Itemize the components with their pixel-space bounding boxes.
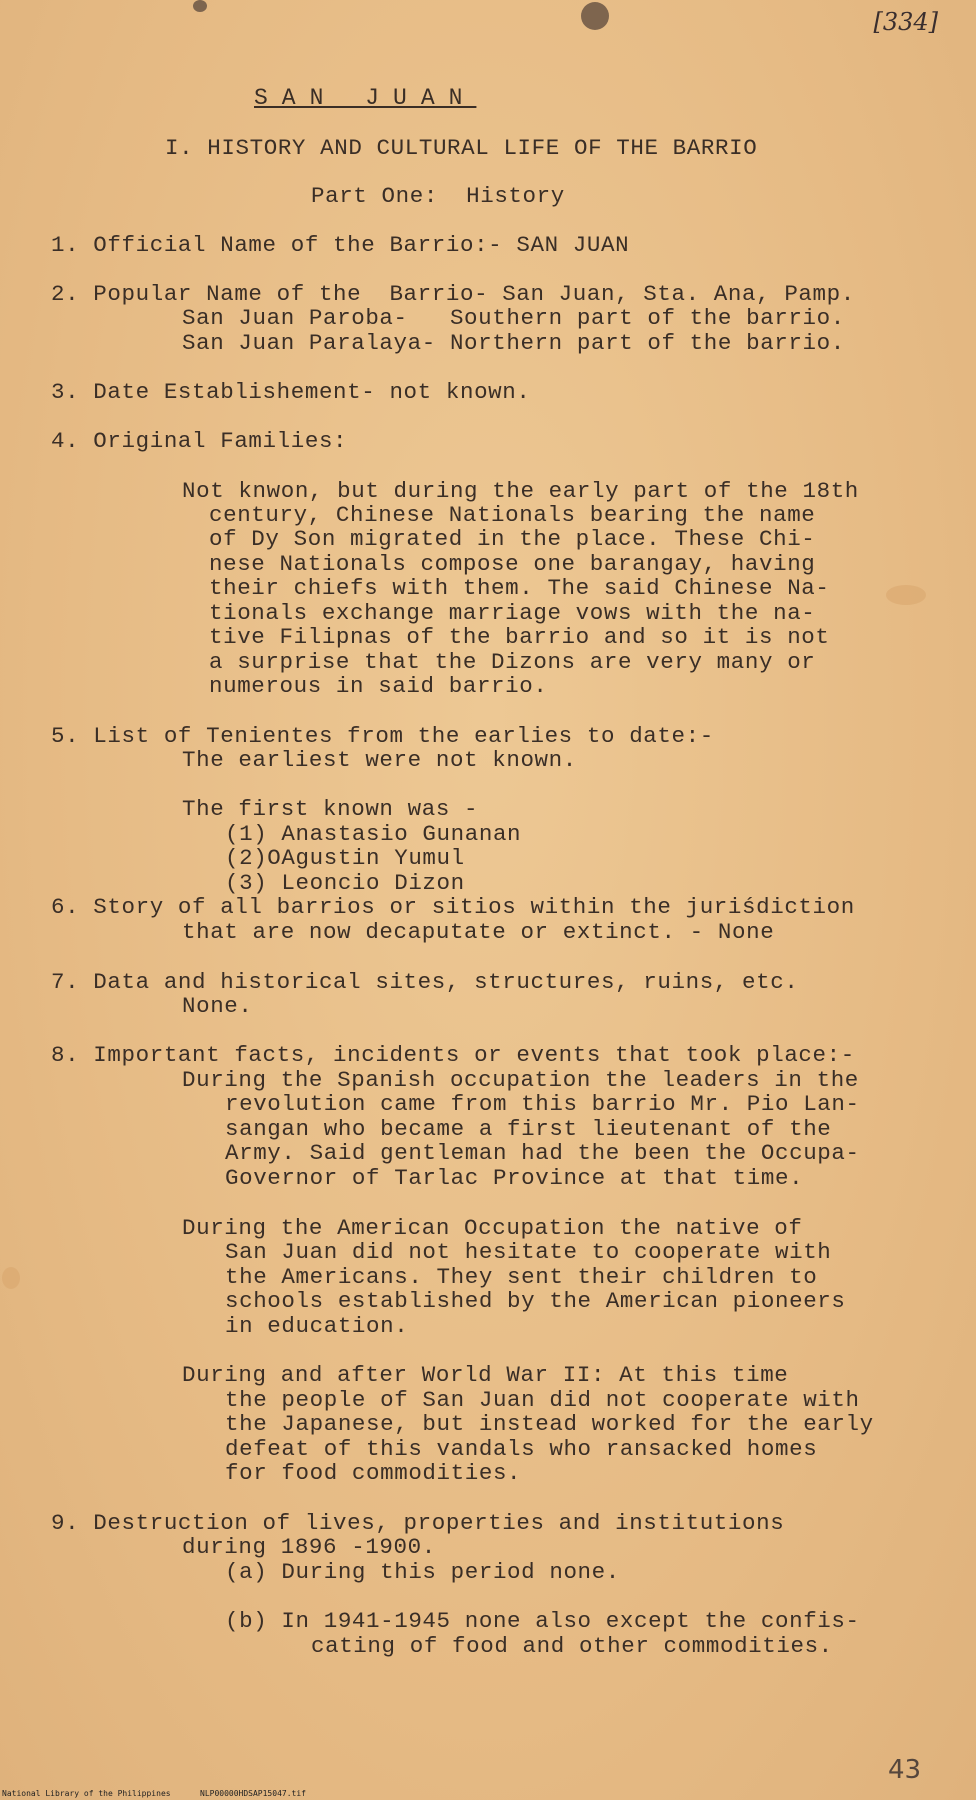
text-line: of Dy Son migrated in the place. These Chi- <box>209 526 816 552</box>
text-line: schools established by the American pioneers <box>225 1288 846 1314</box>
text-line: cating of food and other commodities. <box>311 1633 833 1659</box>
page-title: SAN JUAN <box>254 85 477 111</box>
item-4: 4. Original Families: <box>51 428 348 454</box>
item-8: 8. Important facts, incidents or events that took place:- <box>51 1042 855 1068</box>
text-line: Army. Said gentleman had the been the Occupa- <box>225 1140 860 1166</box>
text-line: revolution came from this barrio Mr. Pio Lan- <box>225 1091 860 1117</box>
text-line: the Americans. They sent their children to <box>225 1264 818 1290</box>
footer-institution: National Library of the Philippines <box>2 1789 171 1798</box>
item-1: 1. Official Name of the Barrio:- SAN JUAN <box>51 232 630 258</box>
text-line: for food commodities. <box>225 1460 522 1486</box>
list-item: (1) Anastasio Gunanan <box>225 821 522 847</box>
list-item: (2)OAgustin Yumul <box>225 845 465 871</box>
text-line: Governor of Tarlac Province at that time. <box>225 1165 804 1191</box>
text-line: that are now decaputate or extinct. - None <box>182 919 775 945</box>
text-line: tionals exchange marriage vows with the na- <box>209 600 816 626</box>
text-line: Not knwon, but during the early part of the 18th <box>182 478 859 504</box>
list-item: (3) Leoncio Dizon <box>225 870 465 896</box>
text-line: tive Filipnas of the barrio and so it is not <box>209 624 830 650</box>
text-line: San Juan did not hesitate to cooperate with <box>225 1239 832 1265</box>
text-line: San Juan Paralaya- Northern part of the barrio. <box>182 330 845 356</box>
text-line: in education. <box>225 1313 409 1339</box>
list-item: (a) During this period none. <box>225 1559 620 1585</box>
text-line: During the Spanish occupation the leaders in the <box>182 1067 859 1093</box>
text-line: during 1896 -1900. <box>182 1534 436 1560</box>
section-heading: I. HISTORY AND CULTURAL LIFE OF THE BARRIO <box>165 135 758 161</box>
list-item: (b) In 1941-1945 none also except the confis- <box>225 1608 860 1634</box>
item-5: 5. List of Tenientes from the earlies to date:- <box>51 723 714 749</box>
item-3: 3. Date Establishement- not known. <box>51 379 531 405</box>
folio-number: 43 <box>888 1755 922 1785</box>
text-line: During and after World War II: At this time <box>182 1362 789 1388</box>
item-2: 2. Popular Name of the Barrio- San Juan, Sta. Ana, Pamp. <box>51 281 855 307</box>
stain-mark <box>2 1267 20 1289</box>
item-9: 9. Destruction of lives, properties and institutions <box>51 1510 785 1536</box>
punch-hole-right <box>581 2 609 30</box>
text-line: During the American Occupation the native of <box>182 1215 803 1241</box>
stain-mark <box>886 585 926 605</box>
subheading: Part One: History <box>311 183 565 209</box>
text-line: The first known was - <box>182 796 479 822</box>
text-line: None. <box>182 993 253 1019</box>
text-line: nese Nationals compose one barangay, having <box>209 551 816 577</box>
item-7: 7. Data and historical sites, structures, ruins, etc. <box>51 969 799 995</box>
text-line: the Japanese, but instead worked for the early <box>225 1411 874 1437</box>
text-line: sangan who became a first lieutenant of the <box>225 1116 832 1142</box>
page-number: [334] <box>873 8 938 36</box>
punch-hole-left <box>193 0 207 12</box>
footer-filename: NLP00000HDSAP15047.tif <box>200 1789 306 1798</box>
text-line: defeat of this vandals who ransacked homes <box>225 1436 818 1462</box>
text-line: San Juan Paroba- Southern part of the barrio. <box>182 305 845 331</box>
text-line: their chiefs with them. The said Chinese Na- <box>209 575 830 601</box>
text-line: the people of San Juan did not cooperate with <box>225 1387 860 1413</box>
item-6: 6. Story of all barrios or sitios within the juriśdiction <box>51 894 855 920</box>
text-line: numerous in said barrio. <box>209 673 548 699</box>
text-line: a surprise that the Dizons are very many or <box>209 649 816 675</box>
text-line: century, Chinese Nationals bearing the name <box>209 502 816 528</box>
text-line: The earliest were not known. <box>182 747 577 773</box>
